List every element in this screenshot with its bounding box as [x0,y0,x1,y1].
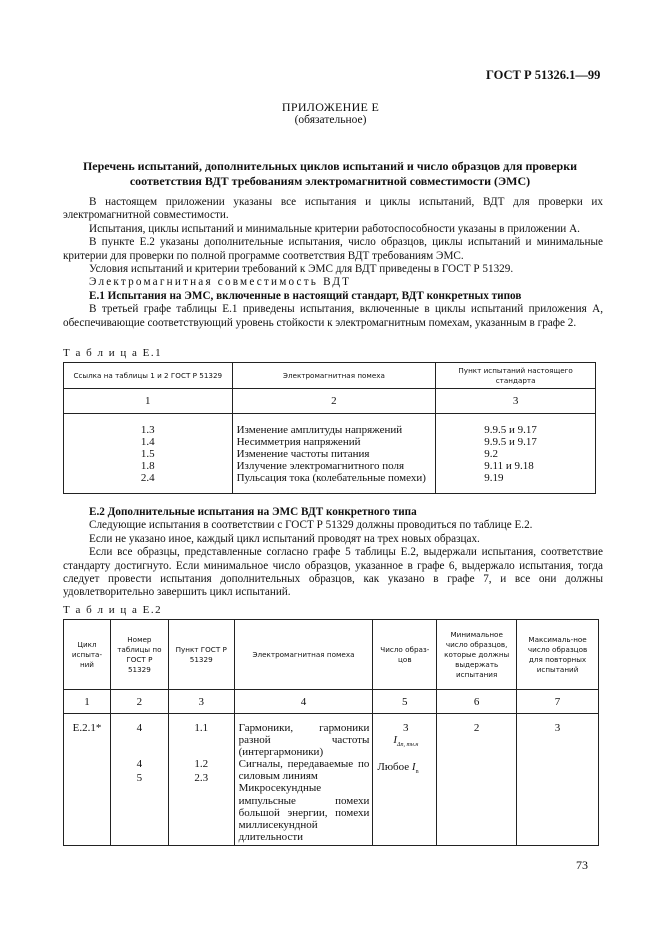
table2-column-number: 5 [373,690,437,714]
table1-clauses-cell: 9.9.5 и 9.17 9.9.5 и 9.17 9.2 9.11 и 9.18 9.19 [436,414,596,494]
table1-caption: Т а б л и ц а Е.1 [63,347,163,359]
table2-column-number: 6 [437,690,517,714]
table1-column-number: 3 [436,389,596,414]
standard-header: ГОСТ Р 51326.1—99 [486,68,601,82]
section-paragraph: Следующие испытания в соответствии с ГОСТ Р 51329 должны проводиться по таблице Е.2. [89,519,533,532]
intro-paragraph: В настоящем приложении указаны все испытания и циклы испытаний, ВДТ для проверки их электромагнитной совместимости. [63,196,603,222]
table2-column-number: 7 [517,690,599,714]
page-number: 73 [576,858,588,872]
table2-max-cell: 3 [517,714,599,846]
table2-header-cell: Электромагнитная помеха [234,620,373,690]
table1-header-cell: Пункт испытаний настоящего стандарта [436,363,596,389]
section-paragraph: Если не указано иное, каждый цикл испытаний проводят на трех новых образцах. [89,532,480,545]
table1-column-number: 1 [64,389,233,414]
section-paragraph: Если все образцы, представленные согласно графе 5 таблицы Е.2, выдержали испытания, соответствие стандарту достигнуто. Если минимальное число образцов, указанное в графе 6, выдержало испытания, тогда следует провести испытания дополнительных образцов, как указано в графе 7, и все они должны удовлетворительно завершить цикл испытаний. [63,546,603,599]
table2-header-cell: Минимальное число образцов, которые должны выдержать испытания [437,620,517,690]
section-label: Электромагнитная совместимость ВДТ [89,276,352,289]
table2-column-number: 2 [110,690,168,714]
table2-column-number: 3 [168,690,234,714]
table2-header-cell: Максималь-ное число образцов для повторных испытаний [517,620,599,690]
intro-paragraph: Испытания, циклы испытаний и минимальные критерии работоспособности указаны в приложении А. [89,222,580,235]
intro-paragraph: В пункте Е.2 указаны дополнительные испытания, число образцов, циклы испытаний и минимальные критерии для проверки по полной программе соответствия ВДТ требованиям ЭМС. [63,236,603,262]
table2-header-cell: Цикл испыта-ний [64,620,111,690]
table2-table-ref: 4 [136,722,143,734]
table2-header-cell: Номер таблицы по ГОСТ Р 51329 [110,620,168,690]
table1-header-cell: Электромагнитная помеха [232,363,436,389]
table2-interference-cell: Гармоники, гармоники разной частоты (интергармоники) Сигналы, передаваемые по силовым линиям Микросекундные импульсные помехи большой энергии, помехи миллисекундной длительности [234,714,373,846]
table2-samples-count: 3 [403,722,409,734]
section-heading-e2: Е.2 Дополнительные испытания на ЭМС ВДТ конкретного типа [89,506,417,518]
table2-cycle-cell: Е.2.1* [64,714,111,846]
table-e1 [63,362,596,494]
document-title-line1: Перечень испытаний, дополнительных циклов испытаний и число образцов для проверки [82,159,578,173]
document-title [80,159,580,189]
table2-table-ref: 4 [136,758,143,771]
table2-column-number: 1 [64,690,111,714]
appendix-subtitle: (обязательное) [294,114,367,126]
table2-header-cell: Пункт ГОСТ Р 51329 [168,620,234,690]
table2-point-ref: 2.3 [194,772,209,785]
table1-header-cell: Ссылка на таблицы 1 и 2 ГОСТ Р 51329 [64,363,233,389]
table1-refs-cell: 1.3 1.4 1.5 1.8 2.4 [64,414,233,494]
section-e2 [63,506,603,600]
intro-section [63,196,603,330]
table1-column-number: 2 [232,389,436,414]
table2-caption: Т а б л и ц а Е.2 [63,604,163,616]
table2-table-ref: 5 [136,772,143,785]
table2-column-number: 4 [234,690,373,714]
document-title-line2: соответствия ВДТ требованиям электромагнитной совместимости (ЭМС) [129,174,531,188]
intro-paragraph: В третьей графе таблицы Е.1 приведены испытания, включенные в циклы испытаний приложения А, обеспечивающие соответствующий уровень стойкости к электромагнитным помехам, указанным в графе 2. [63,303,603,329]
section-heading-e1: Е.1 Испытания на ЭМС, включенные в настоящий стандарт, ВДТ конкретных типов [89,289,522,302]
table-e2 [63,619,599,846]
table2-samples-cell [373,714,437,846]
table2-tables-cell [110,714,168,846]
appendix-title: ПРИЛОЖЕНИЕ Е [281,100,380,114]
table2-points-cell [168,714,234,846]
table2-point-ref: 1.2 [194,758,209,771]
table1-interference-cell: Изменение амплитуды напряжений Несимметрия напряжений Изменение частоты питания Излучение электромагнитного поля Пульсация тока (колебательные помехи) [232,414,436,494]
table2-samples-symbol: $I_{\Delta n, тн.н}$ [393,734,419,749]
table2-header-cell: Число образ-цов [373,620,437,690]
table2-samples-any: Любое $I_n$ [377,761,419,776]
table2-min-cell: 2 [437,714,517,846]
table2-point-ref: 1.1 [194,722,209,734]
intro-paragraph: Условия испытаний и критерии требований к ЭМС для ВДТ приведены в ГОСТ Р 51329. [89,263,514,276]
